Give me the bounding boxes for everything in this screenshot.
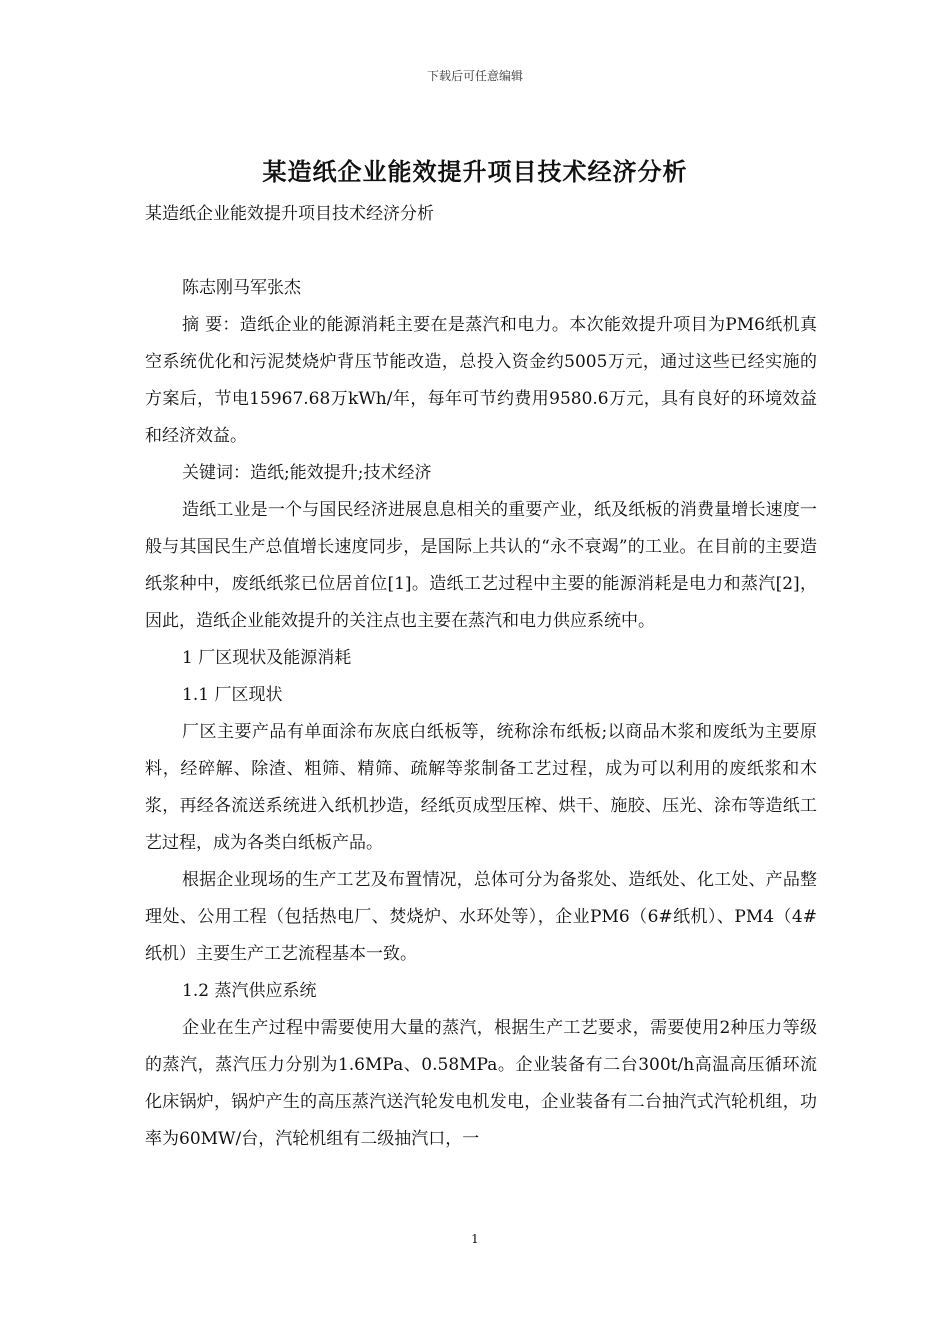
spacer: [145, 233, 817, 270]
section-1-2-paragraph-1: 企业在生产过程中需要使用大量的蒸汽，根据生产工艺要求，需要使用2种压力等级的蒸汽，蒸汽压力分别为1.6MPa、0.58MPa。企业装备有二台300t/h高温高压循环流化床锅炉，锅炉产生的高压蒸汽送汽轮发电机发电，企业装备有二台抽汽式汽轮机组，功率为60MW/台，汽轮机组有二级抽汽口，一: [145, 1018, 817, 1149]
intro-paragraph: 造纸工业是一个与国民经济进展息息相关的重要产业，纸及纸板的消费量增长速度一般与其国民生产总值增长速度同步，是国际上共认的“永不衰竭”的工业。在目前的主要造纸浆种中，废纸纸浆已位居首位[1]。造纸工艺过程中主要的能源消耗是电力和蒸汽[2]，因此，造纸企业能效提升的关注点也主要在蒸汽和电力供应系统中。: [145, 500, 817, 631]
page-number: 1: [471, 1232, 479, 1246]
header-note: 下载后可任意编辑: [426, 69, 523, 83]
document-title: 某造纸企业能效提升项目技术经济分析: [262, 158, 688, 186]
document-body: [145, 196, 817, 1158]
document-subtitle: 某造纸企业能效提升项目技术经济分析: [145, 204, 434, 224]
authors: 陈志刚马军张杰: [182, 278, 301, 298]
abstract: 摘 要：造纸企业的能源消耗主要在是蒸汽和电力。本次能效提升项目为PM6纸机真空系统优化和污泥焚烧炉背压节能改造，总投入资金约5005万元，通过这些已经实施的方案后，节电15967.68万kWh/年，每年可节约费用9580.6万元，具有良好的环境效益和经济效益。: [145, 315, 817, 446]
section-heading-1: 1 厂区现状及能源消耗: [182, 648, 352, 668]
section-1-1-paragraph-2: 根据企业现场的生产工艺及布置情况，总体可分为备浆处、造纸处、化工处、产品整理处、公用工程（包括热电厂、焚烧炉、水环处等），企业PM6（6#纸机）、PM4（4#纸机）主要生产工艺流程基本一致。: [145, 870, 817, 964]
keywords: 关键词：造纸;能效提升;技术经济: [182, 463, 432, 483]
section-heading-1-2: 1.2 蒸汽供应系统: [182, 981, 317, 1001]
section-1-1-paragraph-1: 厂区主要产品有单面涂布灰底白纸板等，统称涂布纸板;以商品木浆和废纸为主要原料，经碎解、除渣、粗筛、精筛、疏解等浆制备工艺过程，成为可以利用的废纸浆和木浆，再经各流送系统进入纸机抄造，经纸页成型压榨、烘干、施胶、压光、涂布等造纸工艺过程，成为各类白纸板产品。: [145, 722, 817, 853]
section-heading-1-1: 1.1 厂区现状: [182, 685, 283, 705]
